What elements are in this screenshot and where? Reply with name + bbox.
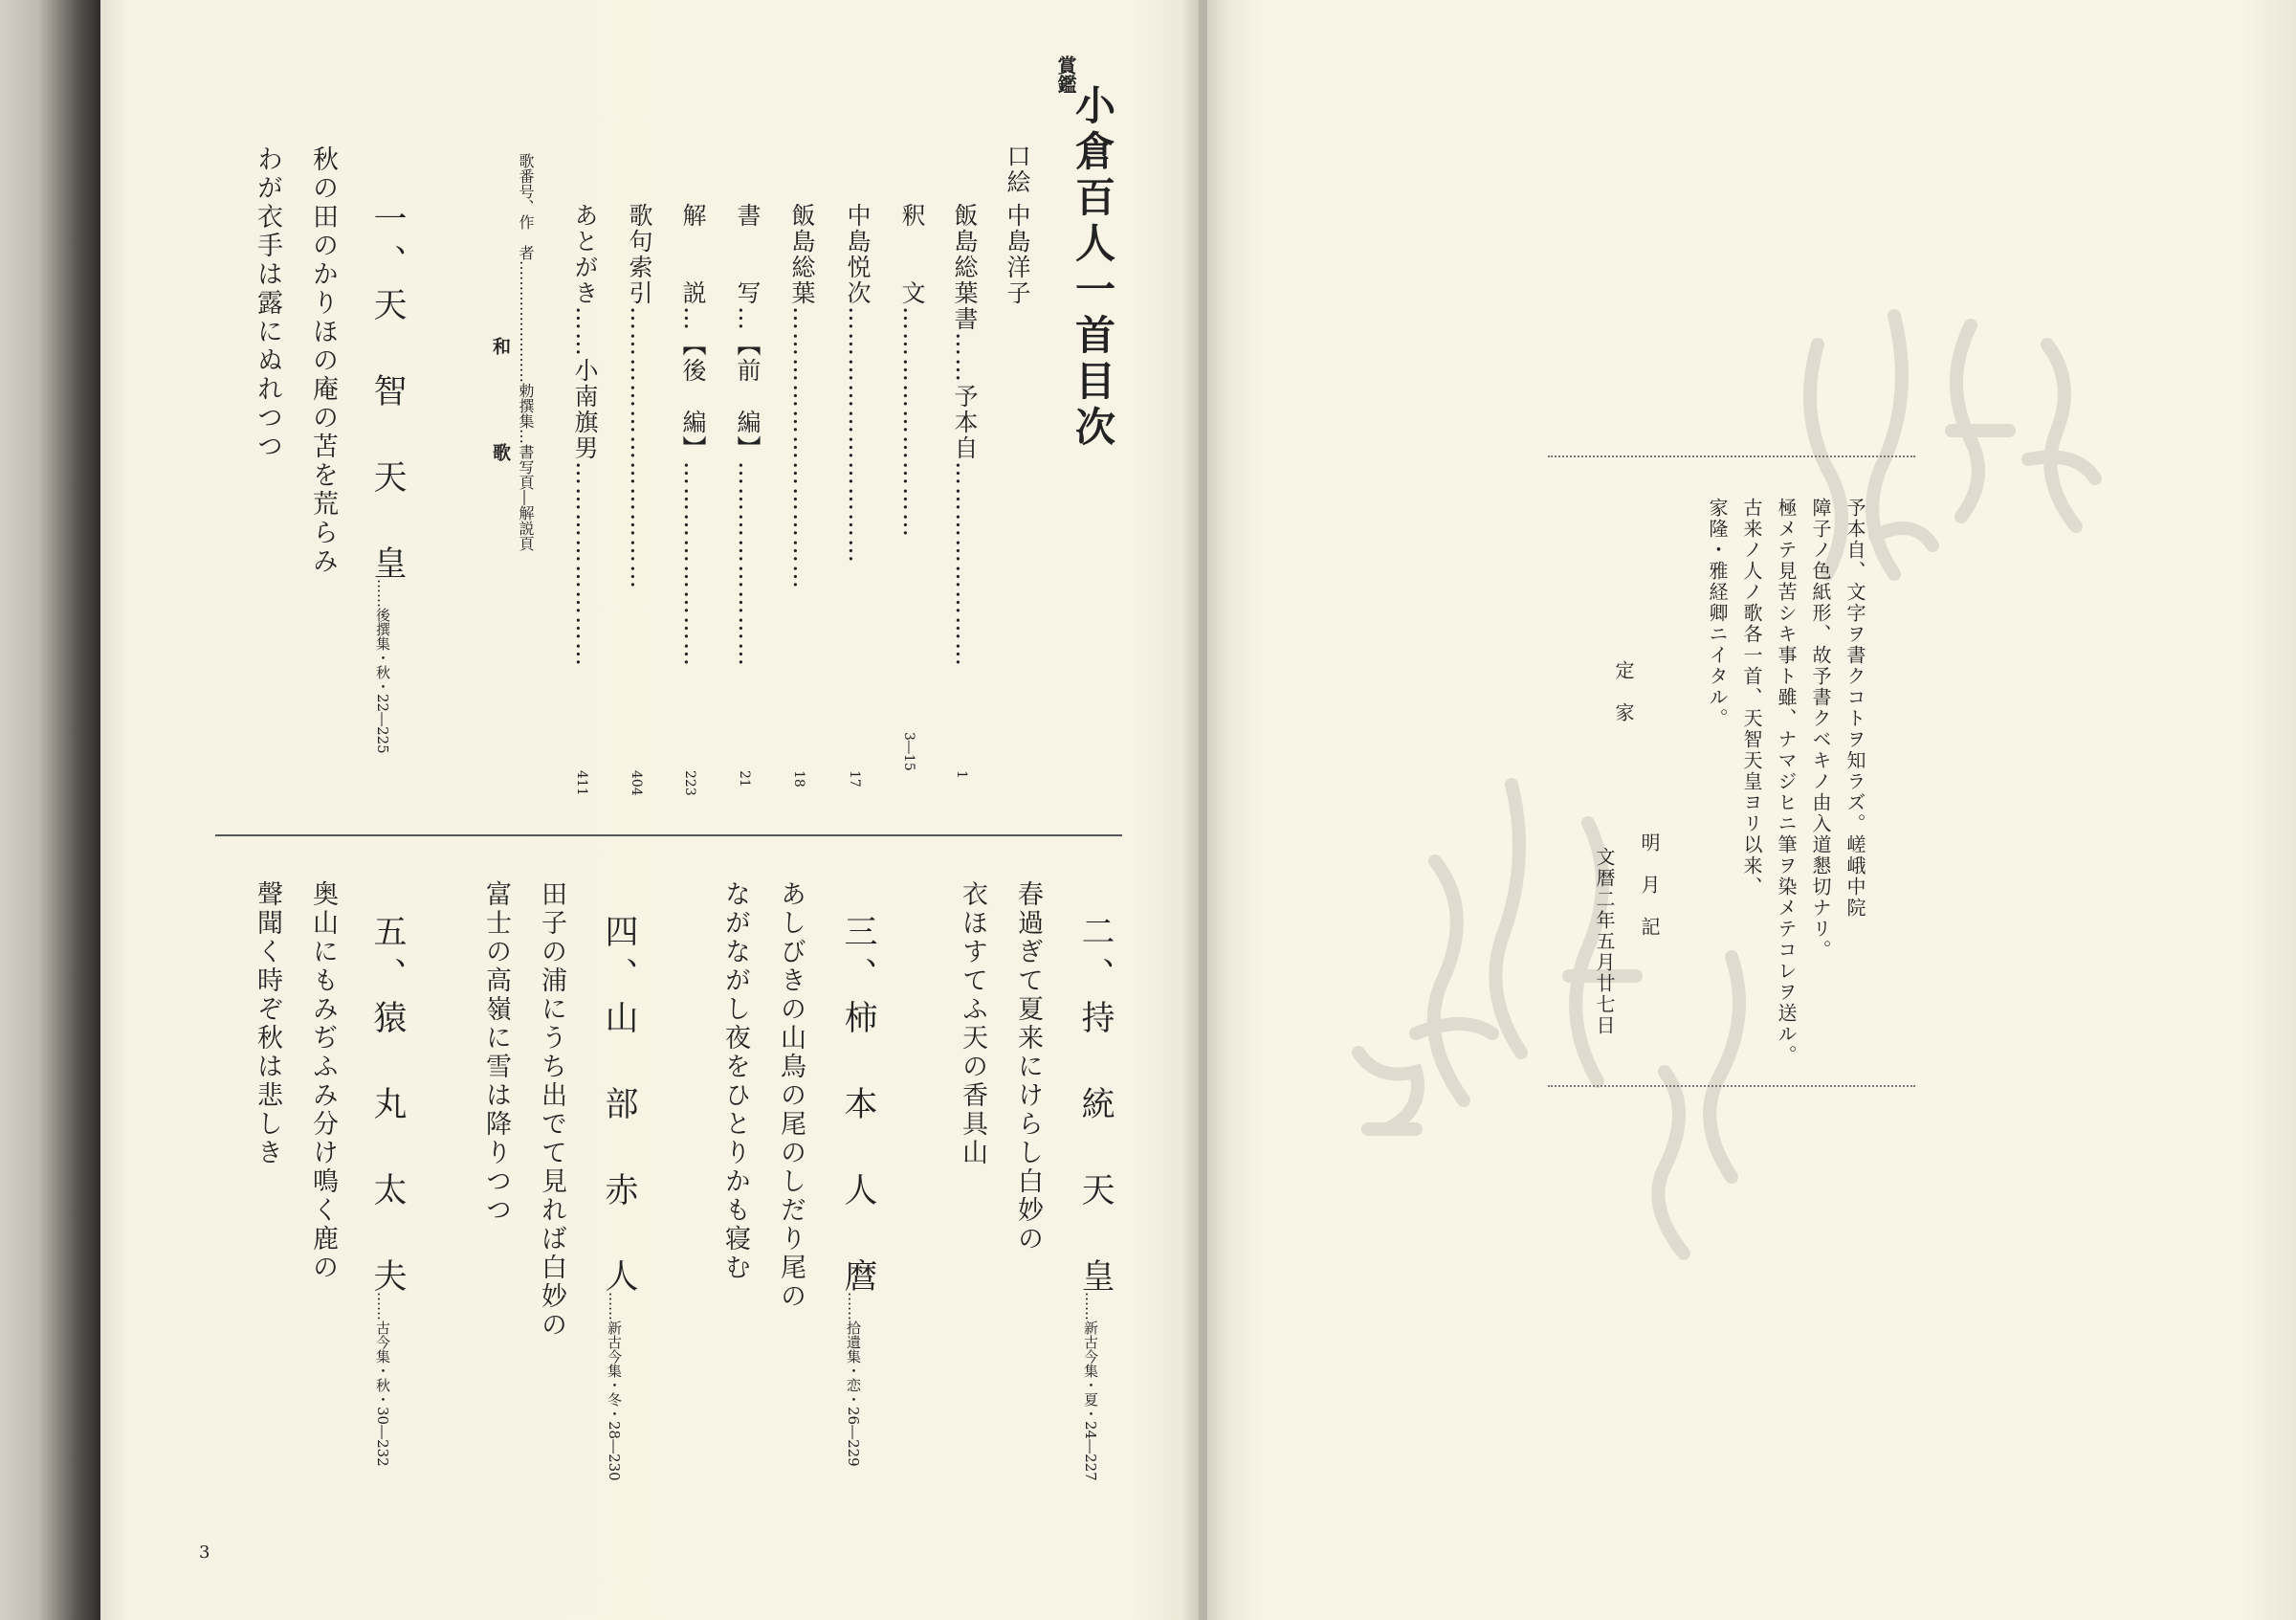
page-title: 小倉百人一首目次 [1070,84,1116,452]
toc-item-nakajima[interactable]: 中島悦次………………………… [844,203,872,565]
title-tag: 賞鑑 [1054,55,1077,94]
toc-item-iijima[interactable]: 飯島総葉…………………………… [788,203,816,590]
colophon-top-rule [1548,455,1915,457]
poet-name: 三、柿 本 人 麿 [839,914,877,1301]
colophon-bottom-rule [1548,1085,1915,1087]
toc-item-transcription[interactable]: 釈 文……………………… [898,203,926,539]
toc-page-number: 18 [791,770,806,788]
toc-item-index[interactable]: 歌句索引…………………………… [626,203,653,590]
book-edge-shadow [0,0,100,1620]
poet-name: 二、持 統 天 皇 [1076,914,1115,1301]
toc-page-number: 223 [682,770,697,796]
colophon-source: 明 月 記 [1638,832,1661,938]
colophon-line: 極メテ見苦シキ事ト雖、ナマジヒニ筆ヲ染メテコレヲ送ル。 [1775,498,1798,1066]
poem-source: ……拾遺集・恋・26―229 [845,1292,862,1467]
poem-line: 聲聞く時ぞ秋は悲しき [253,880,282,1167]
colophon-line: 予本自、文字ヲ書クコトヲ知ラズ。嵯峨中院 [1843,498,1866,919]
poem-source: ……新古今集・冬・28―230 [606,1292,623,1481]
poem-line: 春過ぎて夏来にけらし白妙の [1013,880,1043,1254]
toc-page-number: 3―15 [901,732,916,771]
toc-item-commentary[interactable]: 解 説…【後 編】…………………… [679,203,707,668]
toc-item-afterword[interactable]: あとがき……小南旗男…………………… [571,203,599,668]
book-spine [1199,0,1207,1620]
toc-page-number: 21 [737,770,752,788]
poem-source: ……新古今集・夏・24―227 [1082,1292,1099,1481]
toc-page-number: 17 [847,770,862,788]
toc-item-calligraphy[interactable]: 書 写…【前 編】…………………… [734,203,762,668]
page-number: 3 [199,1542,210,1563]
poem-source: ……古今集・秋・30―232 [374,1292,391,1467]
poem-line: ながながし夜をひとりかも寝む [720,880,750,1282]
poet-name: 一、天 智 天 皇 [368,201,407,588]
colophon-line: 障子ノ色紙形、故予書クベキノ由入道懇切ナリ。 [1809,498,1832,961]
poet-name: 四、山 部 赤 人 [600,914,638,1301]
toc-frontispiece-artist: 中島洋子 [1004,203,1031,306]
poet-name: 五、猿 丸 太 夫 [368,914,407,1301]
poem-line: 奥山にもみぢふみ分け鳴く鹿の [308,880,338,1282]
poem-line: あしびきの山鳥の尾のしだり尾の [776,880,806,1311]
legend-line: 歌番号、作 者……………………勅撰集…書写頁―解説頁 [517,153,535,551]
toc-page-number: 1 [954,770,969,779]
poem-line: 秋の田のかりほの庵の苫を荒らみ [308,145,338,576]
toc-item-iijima-letter[interactable]: 飯島総葉書……予本自…………………… [951,203,979,668]
poem-line: わが衣手は露にぬれつつ [253,145,282,461]
colophon-line: 古来ノ人ノ歌各一首、天智天皇ヨリ以来、 [1740,498,1763,898]
legend-waka: 和 歌 [490,337,511,478]
poem-line: 富士の高嶺に雪は降りつつ [481,880,511,1225]
poem-source: ……後撰集・秋・22―225 [374,579,391,754]
colophon-date: 文暦二年五月廿七日 [1593,847,1616,1036]
poem-line: 衣ほすてふ天の香具山 [958,880,987,1167]
toc-page-number: 411 [574,770,589,796]
colophon-line: 家隆・雅経卿ニイタル。 [1706,498,1729,729]
poem-line: 田子の浦にうち出でて見れば白妙の [537,880,566,1340]
toc-frontispiece-label: 口絵 [1004,144,1031,195]
toc-page-number: 404 [629,770,644,796]
colophon-author: 定 家 [1612,660,1635,723]
section-divider [215,834,1122,836]
